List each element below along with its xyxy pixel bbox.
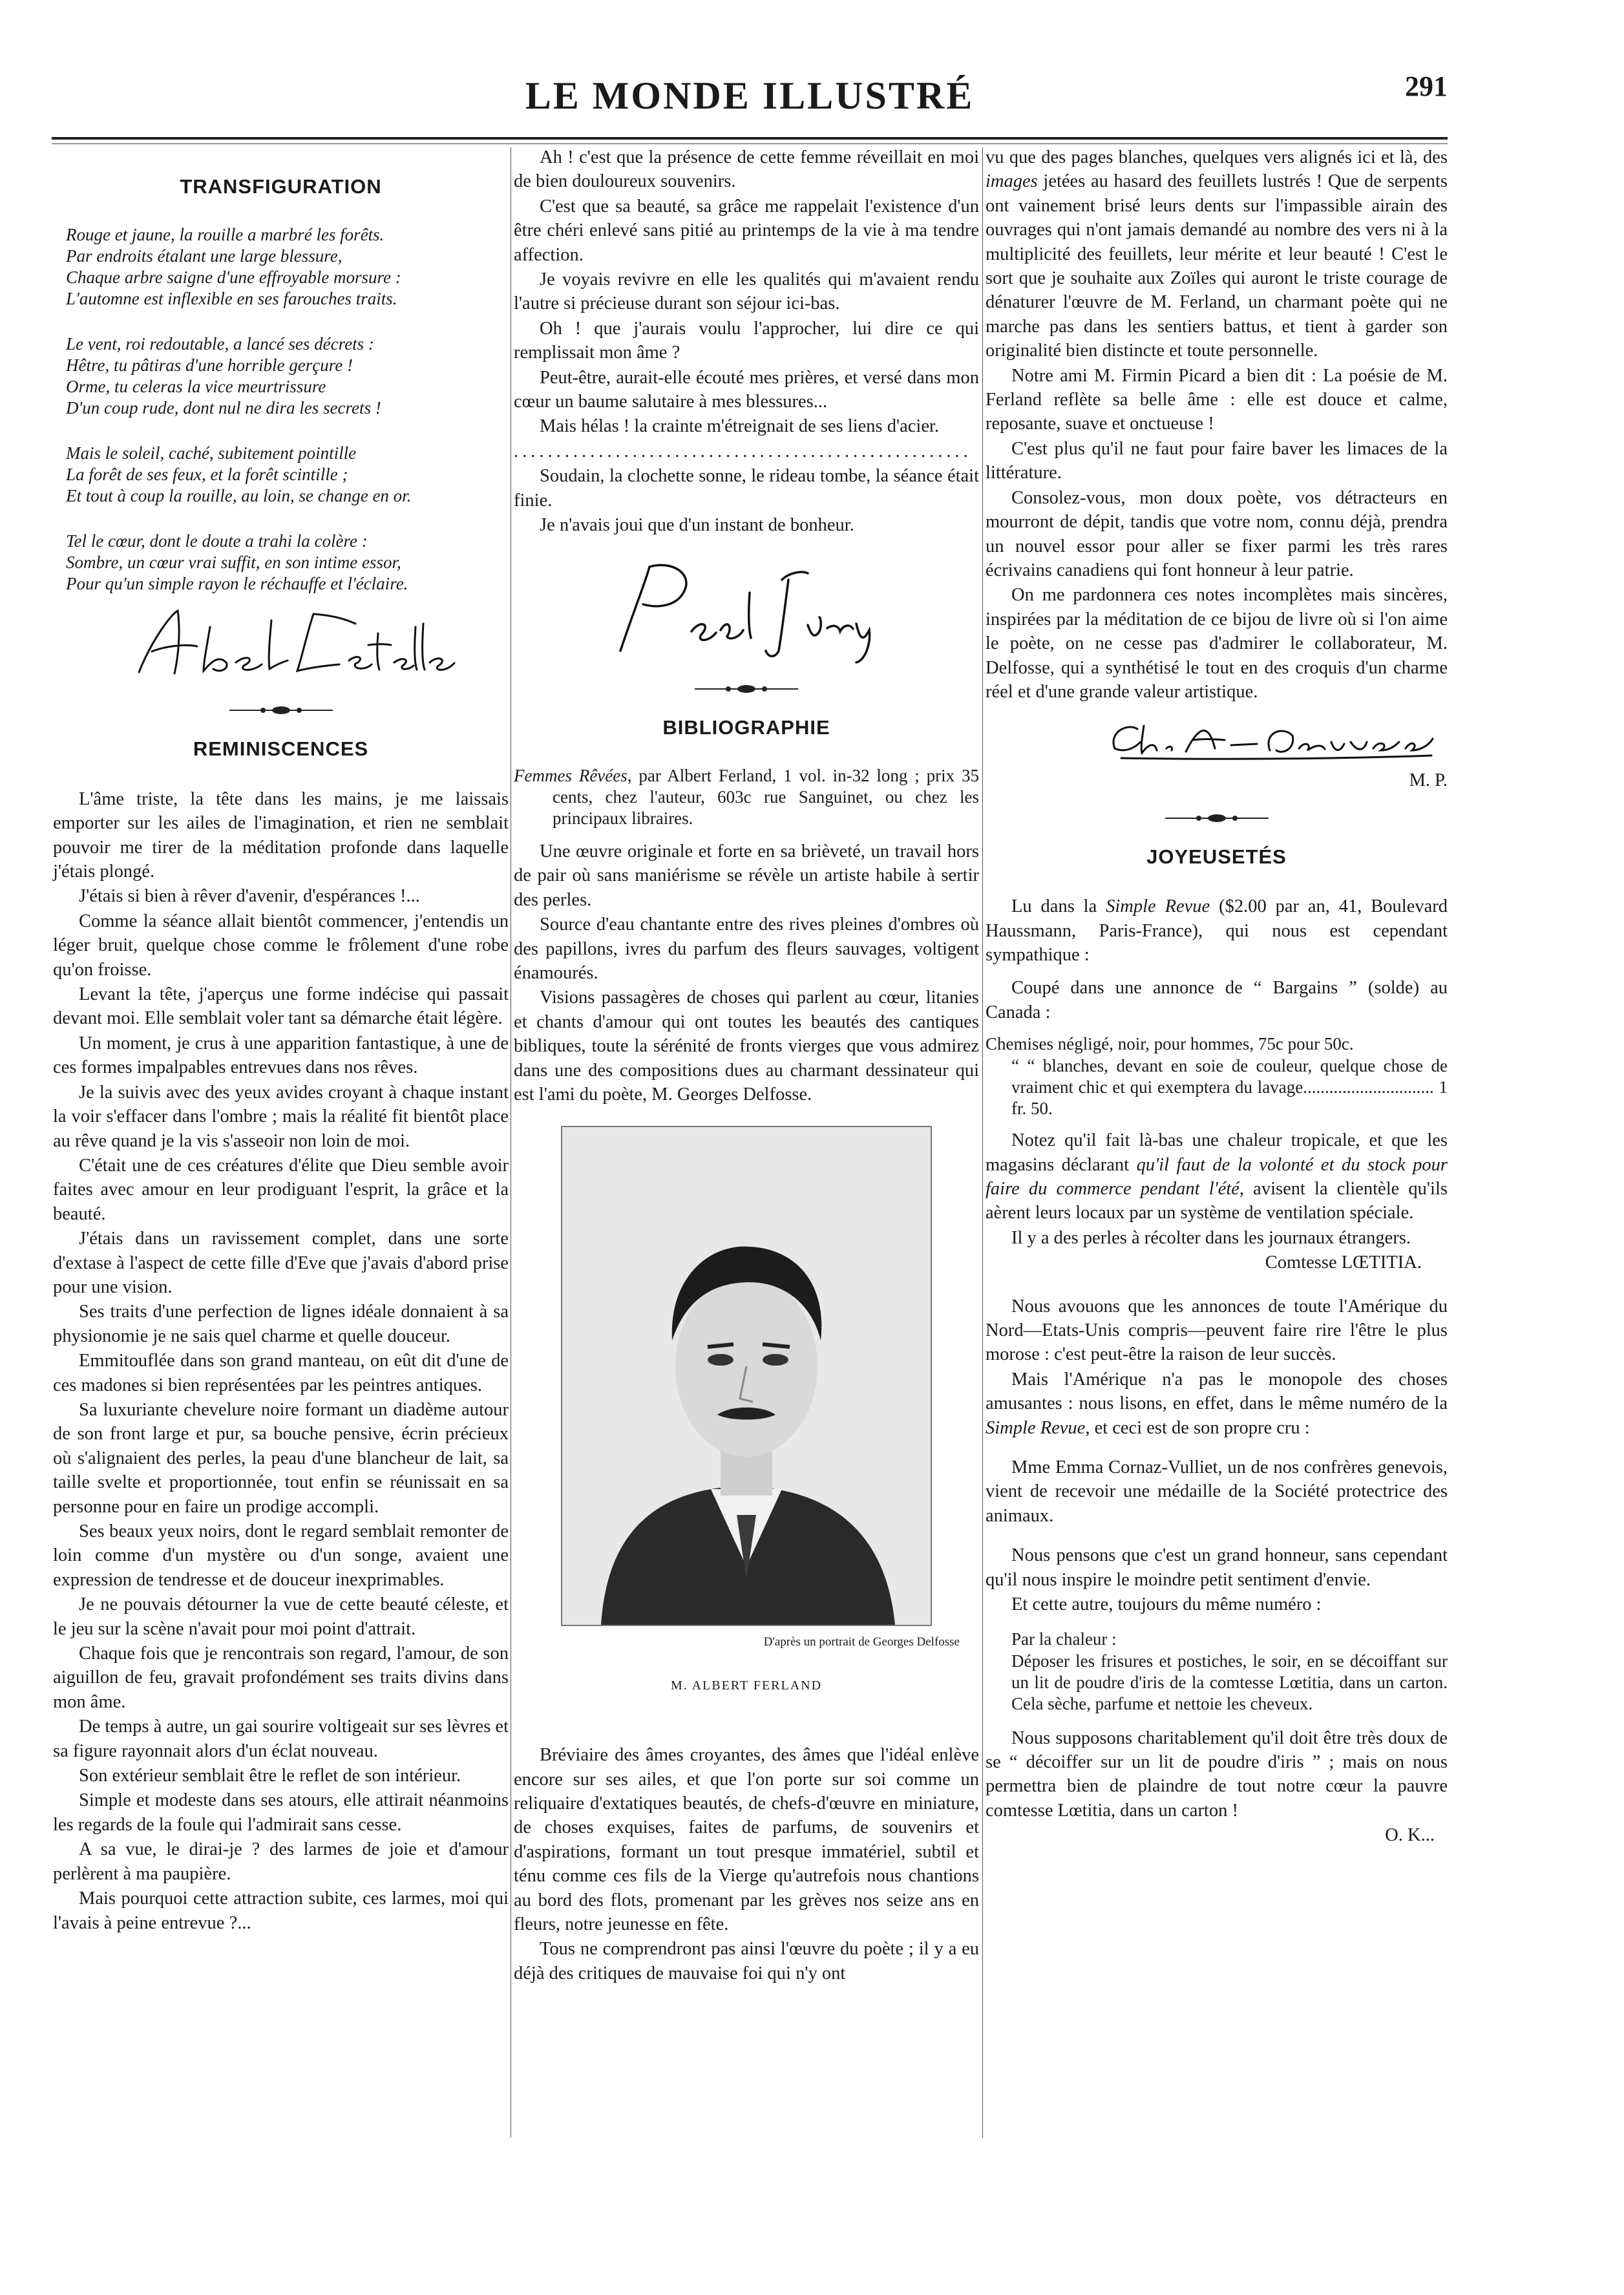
text-emphasis: Simple Revue — [986, 1417, 1086, 1438]
paragraph: C'était une de ces créatures d'élite que Dieu semble avoir faites avec amour en leur prodiguant l'esprit, la grâce et la beauté. — [53, 1155, 509, 1224]
paragraph: Consolez-vous, mon doux poète, vos détracteurs en mourront de dépit, tandis que votre nom, connu déjà, prendra un nouvel essor pour aller se fixer parmi les très rares écrivains canadiens qui font honneur à leur patrie. — [986, 487, 1448, 580]
paragraph — [986, 1368, 1448, 1440]
paragraph: Mme Emma Cornaz-Vulliet, un de nos confrères genevois, vient de recevoir une médaille de la Société protectrice des animaux. — [986, 1457, 1448, 1526]
ornament-icon — [1159, 812, 1275, 825]
ornament-divider — [53, 699, 509, 712]
poem-line: Et tout à coup la rouille, au loin, se change en or. — [66, 486, 412, 506]
book-reference — [514, 765, 979, 829]
ad-line — [986, 1055, 1448, 1119]
masthead-rule-thick — [52, 137, 1448, 140]
text: , et ceci est de son propre cru : — [1085, 1417, 1310, 1438]
heading-reminiscences: REMINISCENCES — [193, 737, 369, 761]
paragraph: Sa luxuriante chevelure noire formant un diadème autour de son front large et pur, sa bouche pensive, écrin précieux où s'alignaient des perles, la peau d'une blancheur de lait, sa taille svelte et proportionnée, tout enfin se réunissait en sa personne pour en faire un prodige accompli. — [53, 1399, 509, 1517]
paragraph — [986, 1128, 1448, 1225]
text: blanches, devant en soie de couleur, quelque chose de vraiment chic et qui exempte — [1011, 1056, 1448, 1097]
paragraph: Notre ami M. Firmin Picard a bien dit : La poésie de M. Ferland reflète sa belle âme : elle est douce et calme, reposante, suave et onctueuse ! — [986, 365, 1448, 434]
quote-title: Par la chaleur : — [1011, 1629, 1117, 1649]
text: ($2.00 par an, 41, Boulevard Haussmann, Paris-France), qui nous est cependant sympathique : — [986, 896, 1448, 965]
text-emphasis: images — [986, 171, 1038, 192]
paragraph: Je ne pouvais détourner la vue de cette beauté céleste, et le jeu sur la scène n'avait pour moi point d'attrait. — [53, 1594, 509, 1639]
paragraph — [986, 145, 1448, 363]
paragraph: Soudain, la clochette sonne, le rideau tombe, la séance était finie. — [514, 466, 979, 511]
paragraph: Une œuvre originale et forte en sa brièveté, un travail hors de pair où sans maniérisme se révèle un artiste habile à sertir des perles. — [514, 841, 979, 910]
poem-line: La forêt de ses feux, et la forêt scintille ; — [66, 465, 348, 485]
text: vu que des pages blanches, quelques vers alignés ici et là, des — [986, 147, 1448, 167]
poem-stanza — [66, 443, 509, 507]
paragraph: Oh ! que j'aurais voulu l'approcher, lui dire ce qui remplissait mon âme ? — [514, 318, 979, 363]
paragraph: Comme la séance allait bientôt commencer, j'entendis un léger bruit, quelque chose comme le frôlement d'une robe qu'on froisse. — [53, 911, 509, 980]
paragraph: Son extérieur semblait être le reflet de son intérieur. — [79, 1766, 461, 1786]
poem-line: Le vent, roi redoutable, a lancé ses décrets : — [66, 334, 374, 354]
poem-line: Rouge et jaune, la rouille a marbré les forêts. — [66, 225, 385, 245]
paragraph: Tous ne comprendront pas ainsi l'œuvre du poète ; il y a eu déjà des critiques de mauvaise foi qui n'y ont — [514, 1939, 979, 1983]
paragraph: Mais pourquoi cette attraction subite, ces larmes, moi qui l'avais à peine entrevue ?... — [53, 1888, 509, 1933]
poem-stanza — [66, 333, 509, 419]
paragraph: De temps à autre, un gai sourire voltigeait sur ses lèvres et sa figure rayonnait alors d'un éclat nouveau. — [53, 1717, 509, 1761]
paragraph — [986, 894, 1448, 967]
masthead — [52, 65, 1448, 136]
paragraph: Emmitouflée dans son grand manteau, on eût dit d'une de ces madones si bien représentées par les peintres antiques. — [53, 1351, 509, 1395]
portrait-image — [562, 1127, 931, 1625]
paragraph: Coupé dans une annonce de “ Bargains ” (solde) au Canada : — [986, 978, 1448, 1022]
text-emphasis: qu'il faut de la volonté et du stock pour faire du commerce pendant l'été — [986, 1154, 1448, 1199]
paragraph: A sa vue, le dirai-je ? des larmes de joie et d'amour perlèrent à ma paupière. — [53, 1839, 509, 1884]
ditto-marks: “ “ — [1011, 1056, 1035, 1076]
ornament-divider — [986, 807, 1448, 820]
poem-line: Par endroits étalant une large blessure, — [66, 246, 343, 266]
poem-line: Pour qu'un simple rayon le réchauffe et l'éclaire. — [66, 574, 408, 594]
photo-caption: M. ALBERT FERLAND — [670, 1678, 823, 1693]
signature-abel-letalle — [100, 601, 462, 685]
ad-line: Chemises négligé, noir, pour hommes, 75c pour 50c. — [986, 1034, 1354, 1054]
text: ra du lavage — [1216, 1077, 1303, 1097]
poem-line: Tel le cœur, dont le doute a trahi la colère : — [66, 531, 368, 551]
signature-laetitia: Comtesse LŒTITIA. — [1265, 1253, 1422, 1273]
signature-gauvreau — [1102, 713, 1438, 765]
newspaper-title: LE MONDE ILLUSTRÉ — [525, 74, 975, 117]
column-1 — [53, 145, 509, 1936]
heading-joyeusetes: JOYEUSETÉS — [1146, 845, 1287, 868]
paragraph: Ses traits d'une perfection de lignes idéale donnaient à sa physionomie je ne sais quel charme et quelle douceur. — [53, 1302, 509, 1346]
text: Notez qu'il fait là-bas une chaleur tropicale, et que les magasins déclarant — [986, 1130, 1448, 1175]
ornament-icon — [688, 682, 805, 695]
ornament-divider — [514, 678, 979, 691]
ornament-icon — [223, 704, 339, 717]
price: 1 fr. 50. — [1011, 1077, 1448, 1119]
signature-paul-ivry — [595, 554, 898, 664]
text: Mais l'Amérique n'a pas le monopole des choses amusantes : nous lisons, en effet, dans le même numéro de la — [986, 1369, 1448, 1414]
book-reference-details: , par Albert Ferland, 1 vol. in-32 long ; prix 35 cents, chez l'auteur, 603c rue Sanguinet, ou chez les principaux libraires. — [553, 765, 979, 828]
poem-line: L'automne est inflexible en ses farouches traits. — [66, 289, 397, 309]
poem-stanza — [66, 531, 509, 595]
paragraph: Je n'avais joui que d'un instant de bonheur. — [540, 515, 854, 536]
poem-line: Orme, tu celeras la vice meurtrissure — [66, 377, 326, 397]
paragraph: Simple et modeste dans ses atours, elle attirait néanmoins les regards de la foule qui l'admirait sans cesse. — [53, 1790, 509, 1835]
paragraph: Visions passagères de choses qui parlent au cœur, litanies et chants d'amour qui ont toutes les beautés des cantiques bibliques, toute la sérénité de fronts vierges que vous admirez dans une des compositions dues au charmant dessinateur qui est l'ami du poète, M. Georges Delfosse. — [514, 988, 979, 1105]
heading-bibliographie: BIBLIOGRAPHIE — [662, 715, 830, 739]
paragraph: Ses beaux yeux noirs, dont le regard semblait remonter de loin comme d'un mystère ou d'un songe, avaient une expression de tendresse et de douceur inexprimables. — [53, 1521, 509, 1590]
paragraph: Ah ! c'est que la présence de cette femme réveillait en moi de bien douloureux souvenirs. — [514, 147, 979, 192]
photo-credit: D'après un portrait de Georges Delfosse — [763, 1635, 960, 1649]
paragraph: Et cette autre, toujours du même numéro : — [1011, 1594, 1322, 1615]
poem-line: D'un coup rude, dont nul ne dira les secrets ! — [66, 398, 381, 418]
paragraph: Peut-être, aurait-elle écouté mes prières, et versé dans mon cœur un baume salutaire à mes blessures... — [514, 367, 979, 412]
text: Lu dans la — [1011, 896, 1106, 917]
paragraph: Nous supposons charitablement qu'il doit être très doux de se “ décoiffer sur un lit de poudre d'iris ” ; mais on nous permettra bien de plaindre de tout notre cœur la pauvre comtesse Lœtitia, dans un carton ! — [986, 1728, 1448, 1821]
text: jetées au hasard des feuillets lustrés ! Que de serpents ont vainement brisé leurs dents sur l'impassible airain des ouvrages qui n'ont jamais demandé au nombre des vers ni à la multiplicité des feuillets, leur mérite et leur beauté ! C'est le sort que je souhaite aux Zoïles qui auront le triste courage de dénaturer l'œuvre de M. Ferland, un charmant poète qui ne marche pas dans les sentiers battus, et tient à garder son originalité bien distincte et toute personnelle. — [986, 171, 1448, 361]
paragraph: J'étais si bien à rêver d'avenir, d'espérances !... — [79, 886, 420, 907]
paragraph: Il y a des perles à récolter dans les journaux étrangers. — [1011, 1227, 1411, 1248]
beauty-tip-quote — [986, 1629, 1448, 1715]
initials-mp: M. P. — [1409, 770, 1448, 791]
quote-body: Déposer les frisures et postiches, le soir, en se décoiffant sur un lit de poudre d'iris de la comtesse Lœtitia, dans un carton. Cela sèche, parfume et nettoie les cheveux. — [1011, 1651, 1448, 1713]
paragraph: Chaque fois que je rencontrais son regard, l'amour, de son aiguillon de feu, gravait profondément ses traits divins dans mon âme. — [53, 1644, 509, 1712]
dotted-separator: ...................................................... — [514, 441, 972, 461]
page-number: 291 — [1405, 70, 1448, 102]
leader-dots: .............................. — [1303, 1077, 1434, 1097]
paragraph: Un moment, je crus à une apparition fantastique, à une de ces formes impalpables entrevues dans nos rêves. — [53, 1033, 509, 1078]
paragraph: C'est que sa beauté, sa grâce me rappelait l'existence d'un être chéri enlevé sans pitié au printemps de la vie à ma tendre affection. — [514, 196, 979, 265]
signature-ok: O. K... — [1385, 1825, 1435, 1846]
poem-line: Chaque arbre saigne d'une effroyable morsure : — [66, 268, 401, 288]
text-emphasis: Simple Revue — [1106, 896, 1210, 917]
masthead-rule-thin — [52, 143, 1448, 144]
paragraph: J'étais dans un ravissement complet, dans une sorte d'extase à l'aspect de cette fille d'Eve que j'avais d'abord prise pour une vision. — [53, 1229, 509, 1297]
paragraph: Je voyais revivre en elle les qualités qui m'avaient rendu l'autre si précieuse durant son séjour ici-bas. — [514, 270, 979, 314]
paragraph: On me pardonnera ces notes incomplètes mais sincères, inspirées par la méditation de ce bijou de livre où si l'on aime le poète, on ne cesse pas d'admirer le collaborateur, M. Delfosse, qui a synthétisé le tout en des croquis d'un charme réel et d'une grande valeur artistique. — [986, 585, 1448, 702]
portrait-albert-ferland — [561, 1126, 932, 1626]
book-title: Femmes Rêvées — [514, 765, 627, 785]
poem-stanza — [66, 224, 509, 310]
heading-transfiguration: TRANSFIGURATION — [180, 175, 382, 198]
text: , avisent la clientèle qu'ils aèrent leurs locaux par un système de ventilation spéciale. — [986, 1179, 1448, 1223]
paragraph: Bréviaire des âmes croyantes, des âmes que l'idéal enlève encore sur ses ailes, et que l'on porte sur soi comme un reliquaire d'extatiques beautés, de chefs-d'œuvre en miniature, de choses exquises, faites de parfums, de souvenirs et d'aspirations, formant un tout presque immatériel, subtil et ténu comme ces fils de la Vierge qu'autrefois nous chantions au bord des flots, promenant par les grèves nos seize ans en fleurs, notre jeunesse en fête. — [514, 1745, 979, 1935]
poem-line: Mais le soleil, caché, subitement pointille — [66, 443, 357, 463]
poem-line: Hêtre, tu pâtiras d'une horrible gerçure ! — [66, 355, 353, 375]
paragraph: Levant la tête, j'aperçus une forme indécise qui passait devant moi. Elle semblait voler tant sa démarche était légère. — [53, 984, 509, 1029]
paragraph: Nous avouons que les annonces de toute l'Amérique du Nord—Etats-Unis compris—peuvent faire rire l'être le plus morose : c'est peut-être la raison de leur succès. — [986, 1296, 1448, 1365]
reminiscences-text — [53, 787, 509, 1935]
column-divider — [982, 147, 983, 2138]
paragraph: Mais hélas ! la crainte m'étreignait de ses liens d'acier. — [540, 416, 940, 437]
poem-line: Sombre, un cœur vrai suffit, en son intime essor, — [66, 553, 401, 573]
poem-transfiguration — [53, 224, 509, 595]
advertisement-quote — [986, 1033, 1448, 1119]
paragraph: Nous pensons que c'est un grand honneur, sans cependant qu'il nous inspire le moindre petit sentiment d'envie. — [986, 1545, 1448, 1590]
column-2 — [514, 145, 979, 1986]
paragraph: Source d'eau chantante entre des rives pleines d'ombres où des papillons, ivres du parfum des fleurs sauvages, voltigent énamourés. — [514, 915, 979, 983]
column-3 — [986, 145, 1448, 1848]
paragraph: Je la suivis avec des yeux avides croyant à chaque instant la voir s'effacer dans l'ombre ; mais la réalité fit bientôt place au rêve quand je la vis s'asseoir non loin de moi. — [53, 1082, 509, 1151]
paragraph: L'âme triste, la tête dans les mains, je me laissais emporter sur les ailes de l'imagination, et rien ne semblait pouvoir me tirer de la méditation profonde dans laquelle j'étais plongé. — [53, 788, 509, 882]
paragraph: C'est plus qu'il ne faut pour faire baver les limaces de la littérature. — [986, 438, 1448, 483]
